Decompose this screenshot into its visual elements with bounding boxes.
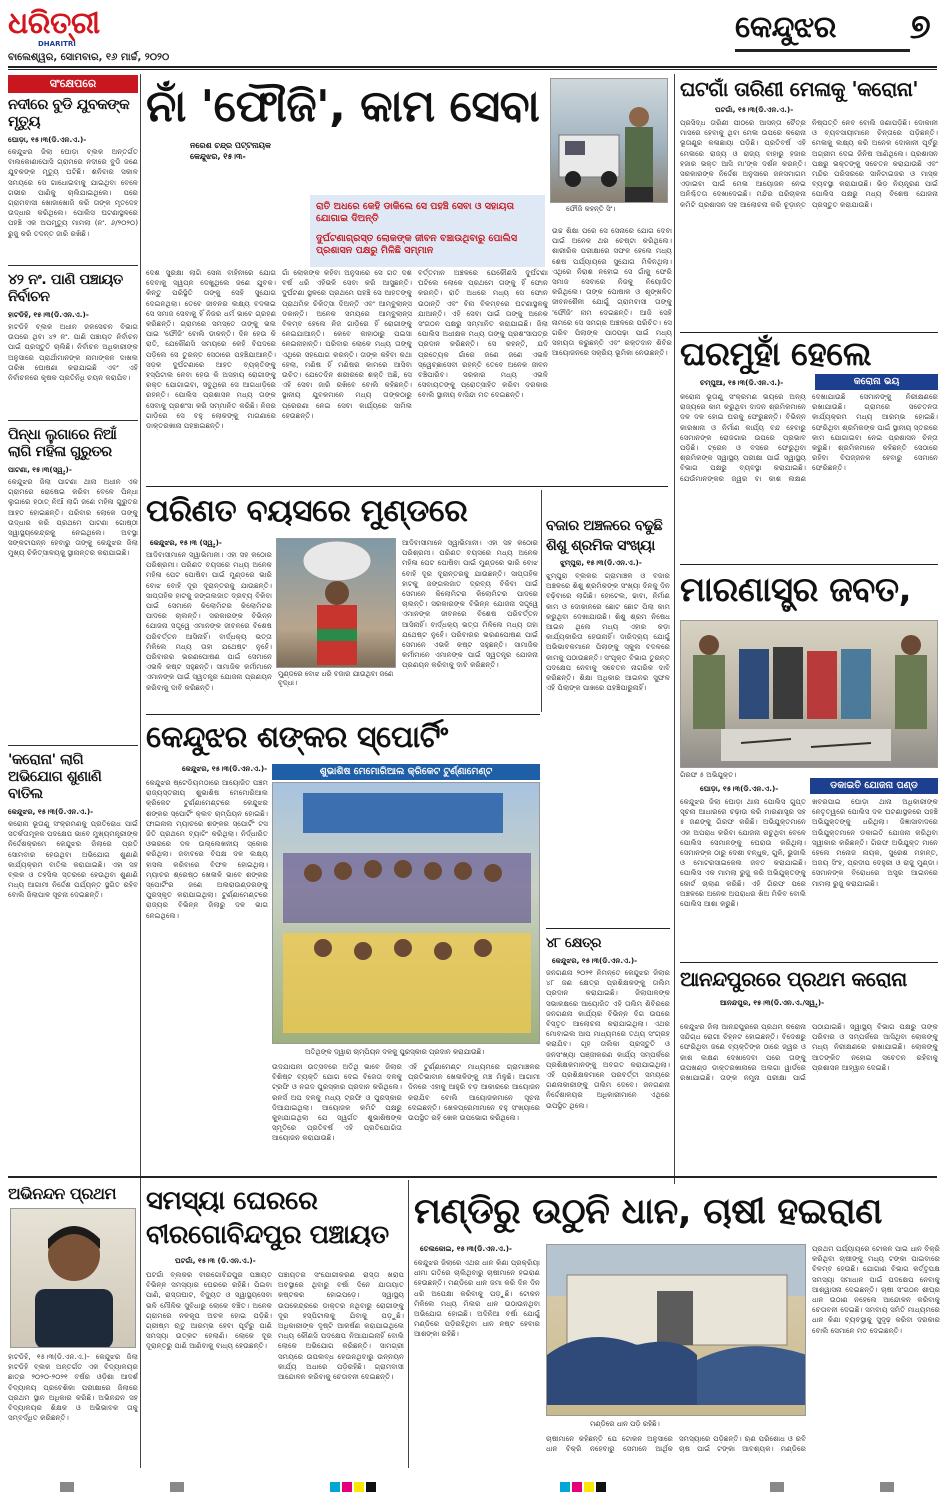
faujee-photo <box>550 78 668 203</box>
shishu-headline: ବଜାର ଅଞ୍ଚଳରେ ବଢୁଛି ଶିଶୁ ଶ୍ରମିକ ସଂଖ୍ୟା <box>546 518 663 554</box>
brief-2-body: ହାଟଡିହି ବ୍ଲକ ଅଧୀନ ଜଳସେଚନ ବିଭାଗ ଉପରେ ଥିବା ୪୨ ନଂ. ପାଣି ପଞ୍ଚାୟତ ନିର୍ବାଚନ ପାଇଁ ପ୍ରସ୍ତୁତି ଚାଲିଛି। ନିର୍ବାଚନ ଅଧିକାରୀଙ୍କ ଅନୁସାରେ ପ୍ରାର୍ଥୀମାନଙ୍କ ନାମାଙ୍କନ ଦାଖଲ ତାରିଖ ଘୋଷଣା କରାଯାଇଛି ଏବଂ ଏହି ନିର୍ବାଚନରେ କୃଷକ ପ୍ରତିନିଧି ଚୟନ କରାଯିବ। <box>8 322 138 383</box>
samasya-dateline: ଘଟଗାଁ, ୧୫।୩ (ଡି.ଏନ.ଏ.)- <box>175 1256 256 1265</box>
color-swatch <box>560 1482 570 1492</box>
arrest-photo <box>680 620 938 768</box>
color-swatch <box>584 1482 594 1492</box>
ghatagaon-dateline: ଘଟଗାଁ, ୧୫।୩(ଡି.ଏନ.ଏ.)- <box>715 105 794 114</box>
anandapur-body: କେନ୍ଦୁଝର ଜିଲା ଆନନ୍ଦପୁରରେ ପ୍ରଥମ କରୋନା ସନ୍ଦିଗ୍ଧ ରୋଗୀ ଚିହ୍ନଟ ହୋଇଛନ୍ତି। ବିଦେଶରୁ ଫେରିଥିବା ଜଣେ ବ୍ୟକ୍ତିଙ୍କ ଠାରେ ଜ୍ୱର ଓ କାଶ ଲକ୍ଷଣ ଦେଖାଦେବା ପରେ ତାଙ୍କୁ ଉପଖଣ୍ଡ ଡାକ୍ତରଖାନାରେ ଅଲଗା ୱାର୍ଡରେ ରଖାଯାଇଛି। ତାଙ୍କ ନମୁନା ପରୀକ୍ଷା ପାଇଁ ପଠାଯାଇଛି। ସ୍ୱାସ୍ଥ୍ୟ ବିଭାଗ ପକ୍ଷରୁ ତାଙ୍କ ପରିବାର ଓ ସମ୍ପର୍କରେ ଆସିଥିବା ଲୋକଙ୍କୁ ମଧ୍ୟ ନିରୀକ୍ଷଣରେ ରଖାଯାଇଛି। ଲୋକଙ୍କୁ ଆତଙ୍କିତ ନହୋଇ ସଚେତନ ରହିବାକୁ ପ୍ରଶାସନ ଆହ୍ୱାନ ଦେଇଛି। <box>680 1022 938 1083</box>
yojana-body: ଖବରପାଇ ଘୋଡ଼ା ଥାନା ଅଧିକାରୀଙ୍କ ନେତୃତ୍ୱରେ ପୋଲିସ ଦଳ ଘଟଣାସ୍ଥଳରେ ପହଞ୍ଚି ଅଭିଯୁକ୍ତଙ୍କୁ ଧରିଥିଲା। ଜିଜ୍ଞାସାବାଦରେ ଅଭିଯୁକ୍ତମାନେ ଡକାଇତି ଯୋଜନା କରିଥିବା ସ୍ୱୀକାର କରିଛନ୍ତି। ଗିରଫ ଅଭିଯୁକ୍ତ ମାନେ ହେଲେ ମନୋଜ ନାୟକ, ସୁରେଶ ମହାନ୍ତ, ଅଜୟ ସିଂହ, ପ୍ରଦୀପ ଦେହୁରୀ ଓ ରାଜୁ ମୁଣ୍ଡା। ସେମାନଙ୍କ ବିରୋଧରେ ଅସ୍ତ୍ର ଆଇନରେ ମାମଲା ରୁଜୁ କରାଯାଇଛି। <box>812 797 938 888</box>
dhan-photo <box>546 1244 806 1416</box>
color-swatch <box>572 1482 582 1492</box>
arrest-dateline: ଘୋଡ଼ା, ୧୫।୩(ଡି.ଏନ.ଏ.)- <box>700 784 779 793</box>
bojha-dateline: କେନ୍ଦୁଝର, ୧୫।୩ (ସ୍ୱୃ.)- <box>150 538 222 547</box>
brief-2-dateline: ହାଟଡିହି, ୧୫।୩(ଡି.ଏନ.ଏ.)- <box>8 310 89 319</box>
brief-4-body: କରୋନା ଭୂତାଣୁ ସଂକ୍ରମଣକୁ ପ୍ରତିରୋଧ ପାଇଁ ସତର୍କତାମୂଳକ ପଦକ୍ଷେପ ଭାବେ ମୁଖ୍ୟମନ୍ତ୍ରୀଙ୍କ ନିର୍ଦ୍ଦେଶକ୍ରମେ କେନ୍ଦୁଝର ଜିଲାରେ ପ୍ରତି ସୋମବାର ହେଉଥିବା ଅଭିଯୋଗ ଶୁଣାଣି କାର୍ଯ୍ୟକ୍ରମ ବାତିଲ କରାଯାଇଛି। ଏହା ସହ ବ୍ଲକ ଓ ତହସିଲ ସ୍ତରରେ ହେଉଥିବା ଶୁଣାଣି ମଧ୍ୟ ଆଗାମୀ ନିର୍ଦ୍ଦେଶ ପର୍ଯ୍ୟନ୍ତ ସ୍ଥଗିତ ରହିବ ବୋଲି ଜିଲାପାଳ ସୂଚନା ଦେଇଛନ୍ତି। <box>8 819 138 900</box>
talim-body: ଜନଗଣନା ୨୦୨୧ ନିମନ୍ତେ କେନ୍ଦୁଝର ଜିଲାର ୪୮ ଜଣ କ୍ଷେତ୍ର ପ୍ରଶିକ୍ଷକଙ୍କୁ ତାଲିମ ପ୍ରଦାନ କରାଯାଇଛି। ଜିଲାପାଳଙ୍କ ସଭାକକ୍ଷରେ ଆୟୋଜିତ ଏହି ତାଲିମ ଶିବିରରେ ଜନଗଣନା କାର୍ଯ୍ୟର ବିଭିନ୍ନ ଦିଗ ଉପରେ ବିସ୍ତୃତ ଆଲୋଚନା କରାଯାଇଥିଲା। ଏଥର ମୋବାଇଲ ଆପ ମାଧ୍ୟମରେ ତଥ୍ୟ ସଂଗ୍ରହ କରାଯିବ। ଗୃହ ତାଲିକା ପ୍ରସ୍ତୁତି ଓ ଜନସଂଖ୍ୟା ପଞ୍ଜୀକରଣ କାର୍ଯ୍ୟ ସମ୍ପର୍କରେ ପ୍ରଶିକ୍ଷକମାନଙ୍କୁ ଅବଗତ କରାଯାଇଥିଲା। ଏହି ପ୍ରଶିକ୍ଷକମାନେ ପରବର୍ତ୍ତୀ ସମୟରେ ଗଣନାକାରୀଙ୍କୁ ତାଲିମ ଦେବେ। ଜନଗଣନା ନିର୍ଦ୍ଦେଶାଳୟର ଅଧିକାରୀମାନେ ଏଥିରେ ଉପସ୍ଥିତ ଥିଲେ। <box>546 968 670 1110</box>
bojha-photo <box>276 538 396 668</box>
color-swatch <box>770 1482 784 1492</box>
color-swatch-magenta <box>342 1482 352 1492</box>
dhan-photo-image <box>547 1245 806 1416</box>
bojha-headline: ପରିଣତ ବୟସରେ ମୁଣ୍ଡରେ <box>146 493 468 529</box>
brief-label: ସଂକ୍ଷେପରେ <box>8 75 138 93</box>
arrest-headline: ମାରଣାସ୍ତ୍ର ଜବତ, <box>680 570 912 610</box>
arrest-photo-image <box>681 621 938 768</box>
print-color-bar <box>0 1476 945 1499</box>
dateline: ବାଲେଶ୍ୱର, ସୋମବାର, ୧୬ ମାର୍ଚ୍ଚ, ୨୦୨୦ <box>8 52 170 63</box>
dhan-caption: ମଣ୍ଡିରେ ଧାନ ପଡ଼ି ରହିଛି। <box>590 1420 660 1428</box>
samasya-body-2: ପଞ୍ଚାୟତର ସଂଯୋଗୀକରଣ ରାସ୍ତା ଖରାପ ଅବସ୍ଥାରେ ଥିବାରୁ ବର୍ଷା ଦିନେ ଯାତାୟାତ କଷ୍ଟକର ହୋଇପଡ଼େ। ସ୍ୱାସ୍ଥ୍ୟ ଉପକେନ୍ଦ୍ରରେ ଡାକ୍ତର ନଥିବାରୁ ରୋଗୀଙ୍କୁ ଦୂର ହସ୍ପିଟାଲକୁ ଯିବାକୁ ପଡ଼ୁଛି। ଅଧିକାରୀଙ୍କ ଦୃଷ୍ଟି ଆକର୍ଷଣ କରାଯାଇଥିଲେ ମଧ୍ୟ କୌଣସି ପଦକ୍ଷେପ ନିଆଯାଇନାହିଁ ବୋଲି ଲୋକେ ଅଭିଯୋଗ କରିଛନ୍ତି। ସାମଗ୍ରୀ ସମୟରେ ଉପଲବ୍ଧ ହେଉନଥିବାରୁ ଉନ୍ନୟନ କାର୍ଯ୍ୟ ଅଧାରେ ପଡ଼ିରହିଛି। ଗ୍ରାମବାସୀ ଆନ୍ଦୋଳନ କରିବାକୁ ଚେତାବନୀ ଦେଇଛନ୍ତି। <box>278 1270 404 1382</box>
color-swatch-yellow <box>354 1482 364 1492</box>
color-swatch-black <box>366 1482 376 1492</box>
ghatagaon-headline: ଘଟଗାଁ ତାରିଣୀ ମେଳାକୁ 'କରୋନା' <box>680 77 918 101</box>
color-swatch <box>880 1482 894 1492</box>
masthead-logo <box>8 6 158 52</box>
dadan-tag: କରୋନା ଭୟ <box>815 374 938 390</box>
samasya-body-1: ଘଟଗାଁ ବ୍ଲକର ବୀରଗୋବିନ୍ଦପୁର ପଞ୍ଚାୟତ ବିଭିନ୍ନ ସମସ୍ୟାର ଘେରରେ ରହିଛି। ପିଇବା ପାଣି, ରାସ୍ତାଘାଟ, ବିଦ୍ୟୁତ ଓ ସ୍ୱାସ୍ଥ୍ୟସେବା ଭଳି ମୌଳିକ ସୁବିଧାରୁ ଲୋକେ ବଞ୍ଚିତ। ଅନେକ ଗ୍ରାମରେ ନଳକୂପ ଅଚଳ ହୋଇ ପଡ଼ିଛି। ଗ୍ରୀଷ୍ମ ଋତୁ ଆରମ୍ଭ ହେବା ପୂର୍ବରୁ ପାଣି ସମସ୍ୟା ଉତ୍କଟ ହେଲାଣି। ଲୋକେ ଦୂର ଦୂରାନ୍ତରୁ ପାଣି ଆଣିବାକୁ ବାଧ୍ୟ ହେଉଛନ୍ତି। <box>146 1270 272 1351</box>
faujee-body-1: ଦେଶ ସୁରକ୍ଷା ଲାଗି ସେନା ବାହିନୀରେ ଯୋଗ ଦେବାକୁ ସ୍ୱପ୍ନ ଦେଖୁଥିଲେ ଜଣେ ଯୁବକ। କିନ୍ତୁ ପରିସ୍ଥିତି ତାଙ୍କୁ ସେହି ସୁଯୋଗ ଦେଇନଥିଲା। ତେବେ ଜୀବନର ଲକ୍ଷ୍ୟ ବଦଳାଇ ସେ ସମାଜ ସେବାକୁ ହିଁ ନିଜର ଧର୍ମ ଭାବେ ଗ୍ରହଣ କରିଛନ୍ତି। ଗ୍ରାମରେ ସମସ୍ତେ ତାଙ୍କୁ ଭଲ ପାଇ 'ଫୌଜି' ବୋଲି ଡାକନ୍ତି। ଦିନ ହେଉ କି ରାତି, ଯେକୌଣସି ସମୟରେ କେହି ବିପଦରେ ପଡ଼ିଲେ ସେ ତୁରନ୍ତ ସେଠାରେ ପହଞ୍ଚିଯାଆନ୍ତି। ସଡ଼କ ଦୁର୍ଘଟଣାରେ ଆହତ ବ୍ୟକ୍ତିଙ୍କୁ ହସ୍ପିଟାଲ ନେବା ହେଉ କି ଅସହାୟ ରୋଗୀଙ୍କୁ ରକ୍ତ ଯୋଗାଇବା, ସବୁଥିରେ ସେ ଆଗଧାଡ଼ିରେ ରହନ୍ତି। ପୋଲିସ ପ୍ରଶାସନ ମଧ୍ୟ ତାଙ୍କ ସେବାକୁ ପ୍ରଶଂସା କରି ସମ୍ମାନିତ କରିଛି। ନିଜର ଗାଡ଼ିରେ ସେ ବହୁ ଲୋକଙ୍କୁ ମାଗଣାରେ ଡାକ୍ତରଖାନା ପହଞ୍ଚାଇଛନ୍ତି। <box>146 268 276 431</box>
shishu-dateline: ଝୁମ୍ପୁରା, ୧୫।୩(ଡି.ଏନ.ଏ.)- <box>560 558 642 567</box>
faujee-highlight-1: ରାତି ଅଧରେ କେହି ଡାକିଲେ ସେ ପହଞ୍ଚି ସେବା ଓ ସହାୟତା ଯୋଗାଇ ଦିଅନ୍ତି <box>316 201 515 224</box>
talim-dateline: କେନ୍ଦୁଝର, ୧୫।୩(ଡି.ଏନ.ଏ.)- <box>552 956 638 965</box>
faujee-byline <box>190 140 320 164</box>
cricket-dateline: କେନ୍ଦୁଝର, ୧୫।୩(ଡି.ଏନ.ଏ.)- <box>182 764 268 773</box>
brief-3-head: ପିନ୍ଧା ଲୁଗାରେ ନିଆଁ ଲାଗି ମହିଳା ଗୁରୁତର <box>8 427 117 460</box>
arrest-body: କେନ୍ଦୁଝର ଜିଲା ଘୋଡ଼ା ଥାନା ପୋଲିସ ଗୁପ୍ତ ସୂଚନା ଆଧାରରେ ଚଢ଼ାଉ କରି ମାରଣାସ୍ତ୍ର ସହ ୫ ଜଣଙ୍କୁ ଗିରଫ କରିଛି। ଅଭିଯୁକ୍ତମାନେ ଏକ ଅପରାଧ କରିବା ଯୋଜନା ରଚୁଥିବା ବେଳେ ପୋଲିସ ସେମାନଙ୍କୁ ଘେରାଉ କରିଥିଲା। ସେମାନଙ୍କ ଠାରୁ ଦେଶୀ ବନ୍ଧୁକ, ଗୁଳି, ଭୁଜାଲି ଓ ମୋଟରସାଇକେଲ ଜବତ କରାଯାଇଛି। ପୋଲିସ ଏକ ମାମଲା ରୁଜୁ କରି ଅଭିଯୁକ୍ତଙ୍କୁ କୋର୍ଟ ଚାଲାଣ କରିଛି। ଏହି ଗିରଫ ପରେ ଅଞ୍ଚଳରେ ଅନେକ ଅପରାଧର ଖିଅ ମିଳିବ ବୋଲି ପୋଲିସ ଆଶା କରୁଛି। <box>680 797 806 909</box>
dadan-dateline: ଚମ୍ପୁଆ, ୧୫।୩(ଡି.ଏନ.ଏ.)- <box>700 378 784 387</box>
color-swatch <box>596 1482 606 1492</box>
brief-2-head: ୪୨ ନଂ. ପାଣି ପଞ୍ଚାୟତ ନିର୍ବାଚନ <box>8 272 123 305</box>
samasya-headline: ସମସ୍ୟା ଘେରରେ ବୀରଗୋବିନ୍ଦପୁର ପଞ୍ଚାୟତ <box>146 1186 389 1250</box>
abhinandan-photo <box>10 1208 136 1348</box>
faujee-photo-image <box>551 79 668 203</box>
dhan-headline: ମଣ୍ଡିରୁ ଉଠୁନି ଧାନ, ଚାଷୀ ହଇରାଣ <box>414 1191 882 1232</box>
abhinandan-photo-image <box>11 1209 136 1348</box>
anandapur-dateline: ଆନନ୍ଦପୁର, ୧୫।୩(ଡି.ଏନ.ଏ./ସ୍ୱୃ.)- <box>720 998 825 1007</box>
logo-sub: DHARITRI <box>38 40 76 48</box>
faujee-headline: ନାଁ 'ଫୌଜି', କାମ ସେବା <box>146 81 540 132</box>
cricket-body-2: ଉଦଯାପନୀ ଉତ୍ସବରେ ଅତିଥି ଭାବେ ଜିଲାର ବିଶିଷ୍ଟ ବ୍ୟକ୍ତି ଯୋଗ ଦେଇ ବିଜେତା ଦଳକୁ ଟ୍ରଫି ଓ ନଗଦ ପୁରସ୍କାର ପ୍ରଦାନ କରିଥିଲେ। ରନର୍ସ ଅପ ଦଳକୁ ମଧ୍ୟ ଟ୍ରଫି ଓ ପୁରସ୍କାର ଦିଆଯାଇଥିଲା। ଆୟୋଜକ କମିଟି ପକ୍ଷରୁ କୁହାଯାଇଥିଲା ଯେ ସ୍ୱର୍ଗତ ଶୁଭାଶିଷଙ୍କ ସ୍ମୃତିରେ ପ୍ରତିବର୍ଷ ଏହି ପ୍ରତିଯୋଗିତା ଆୟୋଜନ କରାଯାଉଛି। <box>272 1062 402 1143</box>
brief-1-body: କେନ୍ଦୁଝର ଜିଲା ଘୋଡ଼ା ବ୍ଲକ ଅନ୍ତର୍ଗତ ବାଲକୋଣାପୋସି ଗ୍ରାମରେ ନଦୀରେ ବୁଡି ଜଣେ ଯୁବକଙ୍କ ମୃତ୍ୟୁ ଘଟିଛି। ଶନିବାର ସକାଳ ସମୟରେ ସେ ଗାଧୋଇବାକୁ ଯାଇଥିବା ବେଳେ ଗଭୀର ପାଣିକୁ ଚାଲିଯାଇଥିଲେ। ପରେ ଗ୍ରାମବାସୀ ଖୋଜାଖୋଜି କରି ତାଙ୍କ ମୃତଦେହ ଉଦ୍ଧାର କରିଥିଲେ। ପୋଲିସ ଘଟଣାସ୍ଥଳରେ ପହଞ୍ଚି ଏକ ଅପମୃତ୍ୟୁ ମାମଲା (ନଂ. ୬/୨୦୨୦) ରୁଜୁ କରି ତଦନ୍ତ ଜାରି ରଖିଛି। <box>8 147 138 238</box>
dhan-body-1: କେନ୍ଦୁଝର ଜିଲାରେ ଏଥର ଧାନ କିଣା ପ୍ରକ୍ରିୟା ଧୀମା ଗତିରେ ଚାଲିଥିବାରୁ ଚାଷୀମାନେ ହଇରାଣ ହେଉଛନ୍ତି। ମଣ୍ଡିରେ ଧାନ ଜମା କରି ଦିନ ଦିନ ଧରି ଅପେକ୍ଷା କରିବାକୁ ପଡ଼ୁଛି। ଟୋକନ ମିଳିଲେ ମଧ୍ୟ ମିଲର ଧାନ ଉଠାଉନଥିବା ଅଭିଯୋଗ ହୋଇଛି। ଅଦିନିଆ ବର୍ଷା ଯୋଗୁଁ ମଣ୍ଡିରେ ପଡ଼ିରହିଥିବା ଧାନ ନଷ୍ଟ ହେବାର ଆଶଙ୍କା ରହିଛି। <box>414 1258 540 1339</box>
faujee-dateline: କେନ୍ଦୁଝର, ୧୫।୩- <box>190 152 246 161</box>
brief-3-dateline: ପାଟଣା, ୧୫।୩(ସ୍ୱୃ.)- <box>8 465 72 474</box>
page-number: ୭ <box>909 7 931 47</box>
faujee-highlights <box>310 195 545 267</box>
dhan-dateline: ତେଲକୋଇ, ୧୫।୩(ଡି.ଏନ.ଏ.)- <box>420 1244 512 1253</box>
anandapur-headline: ଆନନ୍ଦପୁରରେ ପ୍ରଥମ କରୋନା <box>680 967 907 991</box>
arrest-caption: ଗିରଫ ୫ ଅଭିଯୁକ୍ତ। <box>680 771 737 779</box>
faujee-body-2: ଗାଁ ଲୋକଙ୍କ କହିବା ଅନୁସାରେ ସେ ଗତ ଦଶ ବର୍ଷ ଧରି ଏହିଭଳି ସେବା କରି ଆସୁଛନ୍ତି। ଦୁର୍ଘଟଣା ସ୍ଥଳରେ ପ୍ରଥମେ ପହଞ୍ଚି ସେ ଆହତଙ୍କୁ ପ୍ରାଥମିକ ଚିକିତ୍ସା ଦିଅନ୍ତି ଏବଂ ଆମ୍ବୁଲାନ୍ସ ଡକାନ୍ତି। ଅନେକ ସମୟରେ ଆମ୍ବୁଲାନ୍ସ ବିଳମ୍ବ ହେଲେ ନିଜ ଗାଡ଼ିରେ ହିଁ ରୋଗୀଙ୍କୁ ନେଇଯାଆନ୍ତି। କେବେ କାହାଠାରୁ ପଇସା ନେଇନାହାନ୍ତି। ପରିବାର ଲୋକେ ମଧ୍ୟ ତାଙ୍କୁ ଏଥିରେ ସହଯୋଗ କରନ୍ତି। ତାଙ୍କ କହିବା କଥା ହେଲା, ମଣିଷ ହିଁ ମଣିଷର କାମରେ ଆସିବା ଉଚିତ। ଯେତେଦିନ ଶରୀରରେ ଶକ୍ତି ଅଛି, ସେ ଏହି ସେବା ଜାରି ରଖିବେ ବୋଲି କହିଛନ୍ତି। ସ୍ଥାନୀୟ ଯୁବକମାନେ ମଧ୍ୟ ତାଙ୍କଠାରୁ ପ୍ରେରଣା ନେଇ ସେବା କାର୍ଯ୍ୟରେ ସାମିଲ ହେଉଛନ୍ତି। <box>282 268 412 420</box>
brief-column <box>8 97 138 1197</box>
abhinandan-body: ହାଟଡିହି, ୧୫।୩(ଡି.ଏନ.ଏ.)- କେନ୍ଦୁଝର ଜିଲା ହାଟଡିହି ବ୍ଲକ ଅନ୍ତର୍ଗତ ଏକ ବିଦ୍ୟାଳୟର ଛାତ୍ର ୨୦୨୦-୨୦୨୧ ବର୍ଷର ଓଡ଼ିଶା ଆଦର୍ଶ ବିଦ୍ୟାଳୟ ପ୍ରବେଶିକା ପରୀକ୍ଷାରେ ଜିଲାରେ ପ୍ରଥମ ସ୍ଥାନ ଅଧିକାର କରିଛି। ଅଭିନନ୍ଦନ ସହ ବିଦ୍ୟାଳୟର ଶିକ୍ଷକ ଓ ଅଭିଭାବକ ତାକୁ ସମ୍ବର୍ଦ୍ଧିତ କରିଛନ୍ତି। <box>8 1352 138 1423</box>
section-title: କେନ୍ଦୁଝର <box>735 10 836 45</box>
bojha-body-2: ଆଦିବାସୀମାନେ ସ୍ୱାଭିମାନୀ। ଏହା ସହ କଠୋର ପରିଶ୍ରମୀ। ପରିଣତ ବୟସରେ ମଧ୍ୟ ଅନେକ ମହିଳା ପେଟ ପୋଷିବା ପାଇଁ ମୁଣ୍ଡରେ ଭାରି ବୋଝ ବୋହି ଦୂର ଦୂରାନ୍ତରକୁ ଯାଉଛନ୍ତି। ସାପ୍ତାହିକ ହାଟକୁ ଜଙ୍ଗଲଜାତ ଦ୍ରବ୍ୟ ବିକିବା ପାଇଁ ସେମାନେ କିଲୋମିଟର କିଲୋମିଟର ପାଦରେ ଚାଲନ୍ତି। ସରକାରଙ୍କ ବିଭିନ୍ନ ଯୋଜନା ସତ୍ତ୍ୱେ ଏମାନଙ୍କ ଜୀବନରେ ବିଶେଷ ପରିବର୍ତ୍ତନ ଆସିନାହିଁ। ବାର୍ଦ୍ଧକ୍ୟ ଭତ୍ତା ମିଳିଲେ ମଧ୍ୟ ତାହା ଯଥେଷ୍ଟ ନୁହେଁ। ପରିବାରର ଭରଣପୋଷଣ ପାଇଁ ସେମାନେ ଏଭଳି କଷ୍ଟ ସହୁଛନ୍ତି। ସାମାଜିକ କର୍ମୀମାନେ ଏମାନଙ୍କ ପାଇଁ ସ୍ୱତନ୍ତ୍ର ଯୋଜନା ପ୍ରଣୟନ କରିବାକୁ ଦାବି କରିଛନ୍ତି। <box>402 538 538 670</box>
bojha-caption: ମୁଣ୍ଡରେ ବୋଝ ଧରି ବଜାର ଯାଉଥିବା ଜଣେ ବୃଦ୍ଧା। <box>278 670 394 687</box>
abhinandan-label: ଅଭିନନ୍ଦନ ପ୍ରଥମ <box>8 1184 116 1203</box>
dhan-body-2: ଚାଷୀମାନେ କହିଛନ୍ତି ଯେ ଟୋକନ ଅନୁସାରେ ଧାନ ବିକ୍ରି ନହେବାରୁ ସେମାନେ ଆର୍ଥିକ ସମସ୍ୟାରେ ପଡ଼ିଛନ୍ତି। ଋଣ ପରିଶୋଧ ଓ ରବି ଚାଷ ପାଇଁ ଟଙ୍କା ଆବଶ୍ୟକ। ମଣ୍ଡିରେ <box>546 1434 806 1454</box>
bojha-photo-image <box>277 539 396 668</box>
ghatagaon-body: ପ୍ରସିଦ୍ଧ ତାରିଣୀ ପୀଠରେ ଆସନ୍ତା ଚୈତ୍ର ମାସରେ ହେବାକୁ ଥିବା ମେଳା ଉପରେ କରୋନା ଭୂତାଣୁର କଳାଛାୟା ପଡ଼ିଛି। ପ୍ରତିବର୍ଷ ଏହି ମେଳାରେ ରାଜ୍ୟ ଓ ରାଜ୍ୟ ବାହାରୁ ହଜାର ହଜାର ଭକ୍ତ ଆସି ମା'ଙ୍କ ଦର୍ଶନ କରନ୍ତି। ସରକାରଙ୍କ ନିର୍ଦ୍ଦେଶ ଅନୁସାରେ ଜନସମାଗମ ଏଡ଼ାଇବା ପାଇଁ ମେଳା ଆୟୋଜନ ନେଇ ଅନିଶ୍ଚିତତା ଦେଖାଦେଇଛି। ମନ୍ଦିର ପରିଚାଳନା କମିଟି ପ୍ରଶାସନ ସହ ଆଲୋଚନା କରି ଚୂଡ଼ାନ୍ତ ନିଷ୍ପତ୍ତି ନେବ ବୋଲି ଜଣାପଡ଼ିଛି। ଦୋକାନୀ ଓ ବ୍ୟବସାୟୀମାନେ ଚିନ୍ତାରେ ପଡ଼ିଛନ୍ତି। ମେଳାକୁ ଲକ୍ଷ୍ୟ କରି ଅନେକ ଦୋକାନୀ ପୂର୍ବରୁ ଅଗ୍ରୀମ ଦେଇ ଜିନିଷ ଆଣିଥିଲେ। ପ୍ରଶାସନ ପକ୍ଷରୁ ଭକ୍ତଙ୍କୁ ସଚେତନ କରାଯାଉଛି ଏବଂ ମନ୍ଦିର ପରିସରରେ ସାନିଟାଇଜର ଓ ମାସ୍କ ବ୍ୟବସ୍ଥା କରାଯାଉଛି। ଭିଡ଼ ନିୟନ୍ତ୍ରଣ ପାଇଁ ପୋଲିସ ପକ୍ଷରୁ ମଧ୍ୟ ବିଶେଷ ଯୋଜନା ପ୍ରସ୍ତୁତ କରାଯାଉଛି। <box>680 118 938 209</box>
talim-headline: ୪୮ କ୍ଷେତ୍ର <box>546 935 601 951</box>
faujee-body-4: ଉଚ୍ଚ ଶିକ୍ଷା ପରେ ସେ ସେନାରେ ଯୋଗ ଦେବା ପାଇଁ ଅନେକ ଥର ଚେଷ୍ଟା କରିଥିଲେ। ଶାରୀରିକ ପରୀକ୍ଷାରେ ସଫଳ ହେଲେ ମଧ୍ୟ ଶେଷ ପର୍ଯ୍ୟାୟରେ ସୁଯୋଗ ମିଳିନଥିଲା। ଏଥିରେ ନିରାଶ ନହୋଇ ସେ ଗାଁକୁ ଫେରି ସମାଜ ସେବାରେ ନିଜକୁ ନିୟୋଜିତ କରିଥିଲେ। ତାଙ୍କ ପୋଷାକ ଓ ଶୃଙ୍ଖଳିତ ଜୀବନଶୈଳୀ ଯୋଗୁଁ ଗ୍ରାମବାସୀ ତାଙ୍କୁ 'ଫୌଜି' ନାମ ଦେଇଛନ୍ତି। ଆଜି ସେହି ନାମରେ ସେ ସମଗ୍ର ଅଞ୍ଚଳରେ ପରିଚିତ। ସେ ଗରିବ ପିଲାଙ୍କ ପାଠପଢ଼ା ପାଇଁ ମଧ୍ୟ ସହାୟତା କରୁଛନ୍ତି ଏବଂ ରକ୍ତଦାନ ଶିବିର ଆୟୋଜନରେ ସକ୍ରିୟ ଭୂମିକା ନେଉଛନ୍ତି। <box>552 226 672 358</box>
dhan-body-3: ପ୍ରଥମ ପର୍ଯ୍ୟାୟରେ ଟୋକନ ପାଇ ଧାନ ବିକ୍ରି କରିଥିବା ଚାଷୀଙ୍କୁ ମଧ୍ୟ ଟଙ୍କା ପାଇବାରେ ବିଳମ୍ବ ହେଉଛି। ଯୋଗାଣ ବିଭାଗ କର୍ତ୍ତୃପକ୍ଷ ସମସ୍ୟା ସମାଧାନ ପାଇଁ ପଦକ୍ଷେପ ନେବାକୁ ଆଶ୍ୱାସନା ଦେଇଛନ୍ତି। ଚାଷୀ ସଂଗଠନ ଶୀଘ୍ର ଧାନ ଉଠାଣ ନହେଲେ ଆନ୍ଦୋଳନ କରିବାକୁ ଚେତାବନୀ ଦେଇଛି। ସମବାୟ ସମିତି ମାଧ୍ୟମରେ ଧାନ କିଣା ବ୍ୟବସ୍ଥାକୁ ସୁଦୃଢ଼ କରିବା ଦରକାର ବୋଲି ସେମାନେ ମତ ଦେଇଛନ୍ତି। <box>812 1244 940 1335</box>
yojana-tag: ଡକାଇତି ଯୋଜନା ପଣ୍ଡ <box>810 778 938 794</box>
cricket-headline: କେନ୍ଦୁଝର ଶଙ୍କର ସ୍ପୋର୍ଟିଂ <box>146 720 448 755</box>
dadan-body: କରୋନା ଭୂତାଣୁ ସଂକ୍ରମଣ ଭୟରେ ଅନ୍ୟ ରାଜ୍ୟରେ କାମ କରୁଥିବା ଦାଦନ ଶ୍ରମିକମାନେ ଦଳ ଦଳ ହୋଇ ଘରକୁ ଫେରୁଛନ୍ତି। ବିଭିନ୍ନ କାରଖାନା ଓ ନିର୍ମାଣ କାର୍ଯ୍ୟ ବନ୍ଦ ହେବାରୁ ସେମାନଙ୍କ ରୋଜଗାର ଉପରେ ପ୍ରଭାବ ପଡ଼ିଛି। ଟ୍ରେନ ଓ ବସରେ ଫେରୁଥିବା ଶ୍ରମିକଙ୍କ ସ୍ୱାସ୍ଥ୍ୟ ପରୀକ୍ଷା ପାଇଁ ସ୍ୱାସ୍ଥ୍ୟ ବିଭାଗ ପକ୍ଷରୁ ବ୍ୟବସ୍ଥା କରାଯାଇଛି। ଯେଉଁମାନଙ୍କର ଜ୍ୱର ବା କାଶ ଲକ୍ଷଣ ଦେଖାଯାଉଛି ସେମାନଙ୍କୁ ନିରୀକ୍ଷଣରେ ରଖାଯାଉଛି। ଗ୍ରାମରେ ସଚେତନତା କାର୍ଯ୍ୟକ୍ରମ ମଧ୍ୟ ଆରମ୍ଭ ହୋଇଛି। ଫେରିଥିବା ଶ୍ରମିକଙ୍କ ପାଇଁ ସ୍ଥାନୀୟ ସ୍ତରରେ କାମ ଯୋଗାଇବା ନେଇ ପ୍ରଶାସନ ଚିନ୍ତା କରୁଛି। ଶ୍ରମିକମାନେ କହିଛନ୍ତି ସେଠାରେ ରହିବା ବିପଜ୍ଜନକ ହେବାରୁ ସେମାନେ ଫେରିଛନ୍ତି। <box>680 392 938 483</box>
shishu-body: ଝୁମ୍ପୁରା ବ୍ଲକର ଗ୍ରାମାଞ୍ଚଳ ଓ ବଜାର ଅଞ୍ଚଳରେ ଶିଶୁ ଶ୍ରମିକଙ୍କ ସଂଖ୍ୟା ଦିନକୁ ଦିନ ବଢ଼ିବାରେ ଲାଗିଛି। ହୋଟେଲ, ଢାବା, ନିର୍ମାଣ କାମ ଓ ଦୋକାନରେ ଛୋଟ ଛୋଟ ପିଲା କାମ କରୁଥିବା ଦେଖାଯାଉଛି। ଶିଶୁ ଶ୍ରମ ନିଷେଧ ଆଇନ ଥିଲେ ମଧ୍ୟ ଏହାର କଡ଼ା କାର୍ଯ୍ୟକାରିତା ହେଉନାହିଁ। ଦାରିଦ୍ର୍ୟ ଯୋଗୁଁ ଅଭିଭାବକମାନେ ପିଲାଙ୍କୁ ସ୍କୁଲ ବଦଳରେ କାମକୁ ପଠାଉଛନ୍ତି। ସଂପୃକ୍ତ ବିଭାଗ ତୁରନ୍ତ ପଦକ୍ଷେପ ନେବାକୁ ସଚେତନ ନାଗରିକ ଦାବି କରିଛନ୍ତି। ଶିକ୍ଷା ଅଧିକାର ଆଇନର ସୁଫଳ ଏହି ପିଲାଙ୍କ ପାଖରେ ପହଞ୍ଚିପାରୁନାହିଁ। <box>546 571 670 693</box>
logo-text: ଧରିତ୍ରୀ <box>8 6 100 41</box>
color-swatch <box>170 1482 184 1492</box>
cricket-body-3: ଏହି ଟୁର୍ଣ୍ଣାମେଣ୍ଟ ମାଧ୍ୟମରେ ଗ୍ରାମାଞ୍ଚଳର ପ୍ରତିଭାବାନ ଖେଳାଳିଙ୍କୁ ମଞ୍ଚ ମିଳୁଛି। ଆଗାମୀ ଦିନରେ ଏହାକୁ ଆହୁରି ବଡ଼ ଆକାରରେ ଆୟୋଜନ କରାଯିବ ବୋଲି ଆୟୋଜକମାନେ ସୂଚନା ଦେଇଛନ୍ତି। ଖେଳପ୍ରେମୀମାନେ ବହୁ ସଂଖ୍ୟାରେ ଉପସ୍ଥିତ ରହି ଖେଳ ଉପଭୋଗ କରିଥିଲେ। <box>408 1062 540 1123</box>
cricket-photo <box>272 782 540 1044</box>
color-swatch-cyan <box>330 1482 340 1492</box>
section-header <box>735 8 910 52</box>
cricket-banner: ଶୁଭାଶିଷ ମେମୋରିଆଲ କ୍ରିକେଟ ଟୁର୍ଣ୍ଣାମେଣ୍ଟ <box>272 764 540 780</box>
cricket-photo-image <box>273 783 540 1044</box>
brief-4-head: 'କରୋନା' ଲାଗି ଅଭିଯୋଗ ଶୁଣାଣି ବାତିଲ <box>8 752 102 802</box>
cricket-body-1: କେନ୍ଦୁଝର ଷ୍ଟେଡିୟମଠାରେ ଆୟୋଜିତ ପଞ୍ଚମ ରାଜ୍ୟସ୍ତରୀୟ ଶୁଭାଶିଷ ମେମୋରିଆଲ କ୍ରିକେଟ ଟୁର୍ଣ୍ଣାମେଣ୍ଟରେ କେନ୍ଦୁଝର ଶଙ୍କର ସ୍ପୋର୍ଟିଂ କ୍ଲବ ଚାମ୍ପିୟନ ହୋଇଛି। ଫାଇନାଲ ମ୍ୟାଚରେ ଶଙ୍କର ସ୍ପୋର୍ଟିଂ ଟସ ଜିତି ପ୍ରଥମେ ବ୍ୟାଟିଂ କରିଥିଲା। ନିର୍ଦ୍ଧାରିତ ଓଭରରେ ଦଳ ଉଲ୍ଲେଖନୀୟ ସ୍କୋର କରିଥିଲା। ଜବାବରେ ବିପକ୍ଷ ଦଳ ଲକ୍ଷ୍ୟ ହାସଲ କରିବାରେ ବିଫଳ ହୋଇଥିଲା। ମ୍ୟାଚର ଶ୍ରେଷ୍ଠ ଖେଳାଳି ଭାବେ ଶଙ୍କର ସ୍ପୋର୍ଟିଂର ଜଣେ ଅଲରାଉଣ୍ଡରଙ୍କୁ ପୁରସ୍କୃତ କରାଯାଇଥିଲା। ଟୁର୍ଣ୍ଣାମେଣ୍ଟରେ ରାଜ୍ୟର ବିଭିନ୍ନ ଜିଲାରୁ ଦଳ ଭାଗ ନେଇଥିଲେ। <box>146 778 268 920</box>
faujee-author: ନରେଶ ଚନ୍ଦ୍ର ପଟ୍ଟନାୟକ <box>190 141 271 150</box>
bojha-body-1: ଆଦିବାସୀମାନେ ସ୍ୱାଭିମାନୀ। ଏହା ସହ କଠୋର ପରିଶ୍ରମୀ। ପରିଣତ ବୟସରେ ମଧ୍ୟ ଅନେକ ମହିଳା ପେଟ ପୋଷିବା ପାଇଁ ମୁଣ୍ଡରେ ଭାରି ବୋଝ ବୋହି ଦୂର ଦୂରାନ୍ତରକୁ ଯାଉଛନ୍ତି। ସାପ୍ତାହିକ ହାଟକୁ ଜଙ୍ଗଲଜାତ ଦ୍ରବ୍ୟ ବିକିବା ପାଇଁ ସେମାନେ କିଲୋମିଟର କିଲୋମିଟର ପାଦରେ ଚାଲନ୍ତି। ସରକାରଙ୍କ ବିଭିନ୍ନ ଯୋଜନା ସତ୍ତ୍ୱେ ଏମାନଙ୍କ ଜୀବନରେ ବିଶେଷ ପରିବର୍ତ୍ତନ ଆସିନାହିଁ। ବାର୍ଦ୍ଧକ୍ୟ ଭତ୍ତା ମିଳିଲେ ମଧ୍ୟ ତାହା ଯଥେଷ୍ଟ ନୁହେଁ। ପରିବାରର ଭରଣପୋଷଣ ପାଇଁ ସେମାନେ ଏଭଳି କଷ୍ଟ ସହୁଛନ୍ତି। ସାମାଜିକ କର୍ମୀମାନେ ଏମାନଙ୍କ ପାଇଁ ସ୍ୱତନ୍ତ୍ର ଯୋଜନା ପ୍ରଣୟନ କରିବାକୁ ଦାବି କରିଛନ୍ତି। <box>146 550 272 692</box>
faujee-body-3: ବର୍ତ୍ତମାନ ଅଞ୍ଚଳରେ ଯେକୌଣସି ଦୁର୍ଘଟଣା ଘଟିଲେ ଲୋକେ ପ୍ରଥମେ ତାଙ୍କୁ ହିଁ ଫୋନ କରନ୍ତି। ରାତି ଅଧରେ ମଧ୍ୟ ସେ ଫୋନ ଉଠାନ୍ତି ଏବଂ ବିନା ବିଳମ୍ବରେ ଘଟଣାସ୍ଥଳକୁ ଯାଆନ୍ତି। ଏହି ସେବା ପାଇଁ ତାଙ୍କୁ ଅନେକ ସଂଗଠନ ପକ୍ଷରୁ ସମ୍ମାନିତ କରାଯାଇଛି। ଜିଲା ପୋଲିସ ଅଧୀକ୍ଷକ ମଧ୍ୟ ତାଙ୍କୁ ପ୍ରଶଂସାପତ୍ର ପ୍ରଦାନ କରିଛନ୍ତି। ସେ କହନ୍ତି, ଯଦି ପ୍ରତ୍ୟେକ ଗାଁରେ ଜଣେ ଜଣେ ଏଭଳି ସ୍ୱେଚ୍ଛାସେବୀ ରହନ୍ତି ତେବେ ଅନେକ ଜୀବନ ବଞ୍ଚିପାରିବ। ସରକାର ମଧ୍ୟ ଏଭଳି ସେବାୟତଙ୍କୁ ପ୍ରୋତ୍ସାହିତ କରିବା ଦରକାର ବୋଲି ସ୍ଥାନୀୟ ବାସିନ୍ଦା ମତ ଦେଇଛନ୍ତି। <box>418 268 548 400</box>
brief-1-dateline: ଘୋଡ଼ା, ୧୫।୩(ଡି.ଏନ.ଏ.)- <box>8 135 87 144</box>
brief-3-body: କେନ୍ଦୁଝର ଜିଲା ପାଟଣା ଥାନା ଅଧୀନ ଏକ ଗ୍ରାମରେ ରୋଷେଇ କରିବା ବେଳେ ପିନ୍ଧା ଲୁଗାରେ ହଠାତ୍ ନିଆଁ ଲାଗି ଜଣେ ମହିଳା ଗୁରୁତର ଆହତ ହୋଇଛନ୍ତି। ପରିବାର ଲୋକେ ତାଙ୍କୁ ଉଦ୍ଧାର କରି ପ୍ରଥମେ ପାଟଣା ଗୋଷ୍ଠୀ ସ୍ୱାସ୍ଥ୍ୟକେନ୍ଦ୍ରକୁ ନେଇଥିଲେ। ଅବସ୍ଥା ସଙ୍କଟାପନ୍ନ ହେବାରୁ ତାଙ୍କୁ କେନ୍ଦୁଝର ଜିଲା ମୁଖ୍ୟ ଚିକିତ୍ସାଳୟକୁ ସ୍ଥାନାନ୍ତର କରାଯାଇଛି। <box>8 477 138 558</box>
color-swatch <box>60 1482 74 1492</box>
brief-1-head: ନଦୀରେ ବୁଡି ଯୁବକଙ୍କ ମୃତ୍ୟୁ <box>8 97 130 130</box>
faujee-highlight-2: ଦୁର୍ଘଟଣାଗ୍ରସ୍ତ ଲୋକଙ୍କ ଜୀବନ ବଞ୍ଚାଉଥିବାରୁ ପୋଲିସ ପ୍ରଶାସନ ପକ୍ଷରୁ ମିଳିଛି ସମ୍ମାନ <box>316 233 518 256</box>
faujee-caption: ଫୌଜି କହନ୍ତି ସିଂ। <box>566 205 616 213</box>
brief-4-dateline: କେନ୍ଦୁଝର, ୧୫।୩(ଡି.ଏନ.ଏ.)- <box>8 807 94 816</box>
dadan-headline: ଘରମୁହାଁ ହେଲେ <box>680 334 872 373</box>
cricket-caption: ଅତିଥିଙ୍କ ଦ୍ୱାରା ଚାମ୍ପିୟନ ଦଳକୁ ପୁରସ୍କାର ପ୍ରଦାନ କରାଯାଉଛି। <box>305 1048 485 1056</box>
